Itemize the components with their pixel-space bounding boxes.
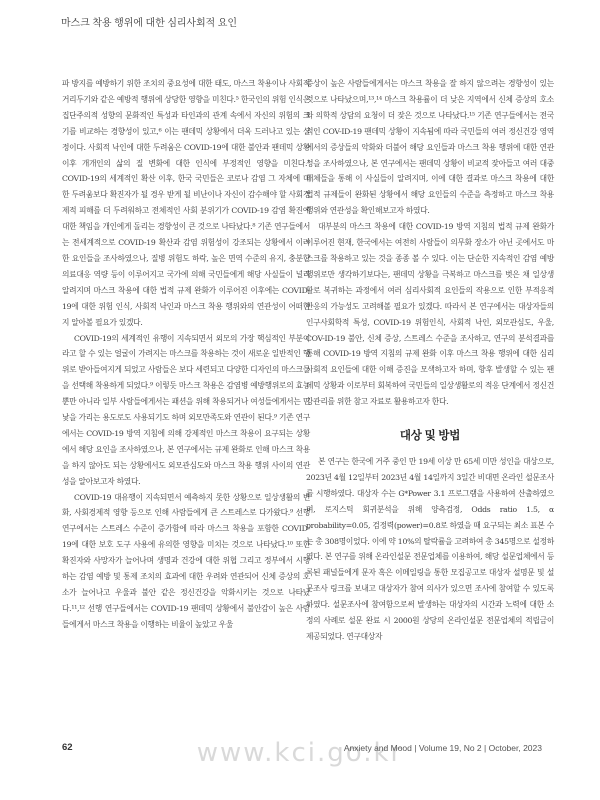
right-column: [306, 76, 554, 645]
body-paragraph: 증상이 높은 사람들에게서는 마스크 착용을 잘 하지 않으려는 경향성이 있는 것으로 나타났으며,¹³,¹⁴ 마스크 착용률이 더 낮은 지역에서 신체 증상의 호소와 의학적 상담의 요청이 더 잦은 것으로 나타났다.¹⁵ 기존 연구들에서는 전국적인 COV-ID-19 팬데믹 상황이 지속됨에 따라 국민들의 여러 정신건강 영역에서의 증상들의 악화와 더불어 해당 요인들과 마스크 착용 행위에 대한 연관성을 조사하였으나, 본 연구에서는 팬데믹 상황이 비교적 잦아들고 여러 대중 매체들을 통해 이 사실들이 알려지며, 이에 대한 결과로 마스크 착용에 대한 법적 규제들이 완화된 상황에서 해당 요인들의 수준을 측정하고 마스크 착용 행위와 연관성을 확인해보고자 하였다.: [306, 79, 554, 216]
journal-citation: Anxiety and Mood | Volume 19, No 2 | October, 2023: [343, 743, 542, 753]
body-paragraph: COVID-19의 세계적인 유행이 지속되면서 외모의 가장 핵심적인 부분이라고 할 수 있는 얼굴이 가려지는 마스크를 착용하는 것이 새로운 일반적인 행위로 받아들여지게 되었고 사람들은 보다 세련되고 다양한 디자인의 마스크들을 선택해 착용하게 되었다.⁹ 이렇듯 마스크 착용은 감염병 예방행위로의 효능뿐만 아니라 일부 사람들에게서는 패션을 위해 착용되거나 여성들에게서는 민낯을 가리는 용도로도 사용되기도 하며 외모만족도와 연관이 된다.⁹ 기존 연구에서는 COVID-19 방역 지침에 의해 강제적인 마스크 착용이 요구되는 상황에서 해당 요인을 조사하였으나, 본 연구에서는 규제 완화로 인해 마스크 착용을 하지 않아도 되는 상황에서도 외모관심도와 마스크 착용 행위 사이의 연관성을 알아보고자 하였다.: [62, 333, 310, 486]
body-paragraph: 파 방지를 예방하기 위한 조치의 중요성에 대한 태도, 마스크 착용이나 사회적 거리두기와 같은 예방적 행위에 상당한 영향을 미친다.⁵ 한국인의 위험 인식은 집단주의적 성향의 문화적인 특성과 타인과의 관계 속에서 자신의 위험의 크기를 비교하는 경향성이 있고,⁶ 이는 팬데믹 상황에서 더욱 드러나고 있는 실정이다. 사회적 낙인에 대한 두려움은 COVID-19에 대한 불안과 팬데믹 상황 이후 개개인의 삶의 질 변화에 대한 인식에 부정적인 영향을 미친다.⁷ COVID-19의 세계적인 확산 이후, 한국 국민들은 코로나 감염 그 자체에 대한 두려움보다 확진자가 될 경우 받게 될 비난이나 자신이 감수해야 할 사회경제적 피해를 더 두려워하고 전체적인 사회 분위기가 COVID-19 감염 확진에 대한 책임을 개인에게 돌리는 경향성이 큰 것으로 나타났다.⁸ 기존 연구들에서는 전세계적으로 COVID-19 확산과 감염 위험성이 강조되는 상황에서 이러한 요인들을 조사하였으나, 질병 위험도 하락, 높은 면역 수준의 유지, 충분한 의료대응 역량 등이 이루어지고 국가에 의해 국민들에게 해당 사실들이 널리 알려지며 마스크 착용에 대한 법적 규제 완화가 이루어진 이후에는 COVID-19에 대한 위험 인식, 사회적 낙인과 마스크 착용 행위와의 연관성이 어떠한지 알아볼 필요가 있겠다.: [62, 79, 310, 327]
watermark: www.kci.go.kr: [196, 738, 404, 768]
body-paragraph: 본 연구는 한국에 거주 중인 만 19세 이상 만 65세 미만 성인을 대상으로, 2023년 4월 12일부터 2023년 4월 14일까지 3일간 비대면 온라인 설문조사를 시행하였다. 대상자 수는 G*Power 3.1 프로그램을 사용하여 산출하였으며, 로지스틱 회귀분석을 위해 양측검정, Odds ratio 1.5, α probability=0.05, 검정력(power)=0.8로 하였을 때 요구되는 최소 표본 수는 총 308명이었다. 이에 약 10%의 탈락률을 고려하여 총 345명으로 설정하였다. 본 연구를 위해 온라인설문 전문업체를 이용하여, 해당 설문업체에서 등록된 패널들에게 문자 혹은 이메일링을 통한 모집공고로 대상자 설명문 및 설문조사 링크를 보내고 대상자가 참여 의사가 있으면 조사에 참여할 수 있도록 하였다. 설문조사에 참여함으로써 발생하는 대상자의 시간과 노력에 대한 소정의 사례로 설문 완료 시 2000원 상당의 온라인설문 전문업체의 적립금이 제공되었다. 연구대상자: [306, 457, 554, 641]
page-number: 62: [62, 742, 73, 753]
section-heading-methods: 대상 및 방법: [399, 430, 461, 443]
page-footer: [62, 742, 542, 756]
body-paragraph: COVID-19 대유행이 지속되면서 예측하지 못한 상황으로 일상생활의 변화, 사회경제적 영향 등으로 인해 사람들에게 큰 스트레스로 다가왔다.⁹ 선행 연구에서는 스트레스 수준이 증가함에 따라 마스크 착용을 포함한 COVID-19에 대한 보호 도구 사용에 유의한 영향을 미치는 것으로 나타났다.¹⁰ 또한 확진자와 사망자가 늘어나며 생명과 건강에 대한 위협 그리고 정부에서 시행하는 감염 예방 및 통제 조치의 효과에 대한 우려와 연관되어 신체 증상의 호소가 늘어나고 우울과 불안 같은 정신건강을 악화시키는 것으로 나타났다.¹¹,¹² 선행 연구들에서는 COVID-19 팬데믹 상황에서 불안감이 높은 사람들에게서 마스크 착용을 이행하는 비율이 높았고 우울: [62, 492, 310, 629]
running-title: 마스크 착용 행위에 대한 심리사회적 요인: [61, 18, 237, 29]
left-column: [62, 76, 310, 633]
body-paragraph: 대부분의 마스크 착용에 대한 COVID-19 방역 지침의 법적 규제 완화가 이루어진 현재, 한국에서는 여전히 사람들이 의무화 장소가 아닌 곳에서도 마스크를 착용하고 있는 것을 종종 볼 수 있다. 이는 단순한 지속적인 감염 예방행위로만 생각하기보다는, 팬데믹 상황을 극복하고 마스크를 벗은 채 일상생활로 복귀하는 과정에서 여러 심리사회적 요인들의 작용으로 인한 부적응적 반응의 가능성도 고려해볼 필요가 있겠다. 따라서 본 연구에서는 대상자들의 인구사회학적 특성, COVID-19 위험인식, 사회적 낙인, 외모관심도, 우울, COV-ID-19 불안, 신체 증상, 스트레스 수준을 조사하고, 연구의 분석결과를 통해 COVID-19 방역 지침의 규제 완화 이후 마스크 착용 행위에 대한 심리사회적 요인들에 대한 이해 증진을 모색하고자 하며, 향후 발생할 수 있는 팬데믹 상황과 이로부터 회복하여 국민들의 일상생활로의 적응 단계에서 정신건강관리를 위한 참고 자료로 활용하고자 한다.: [306, 222, 554, 407]
